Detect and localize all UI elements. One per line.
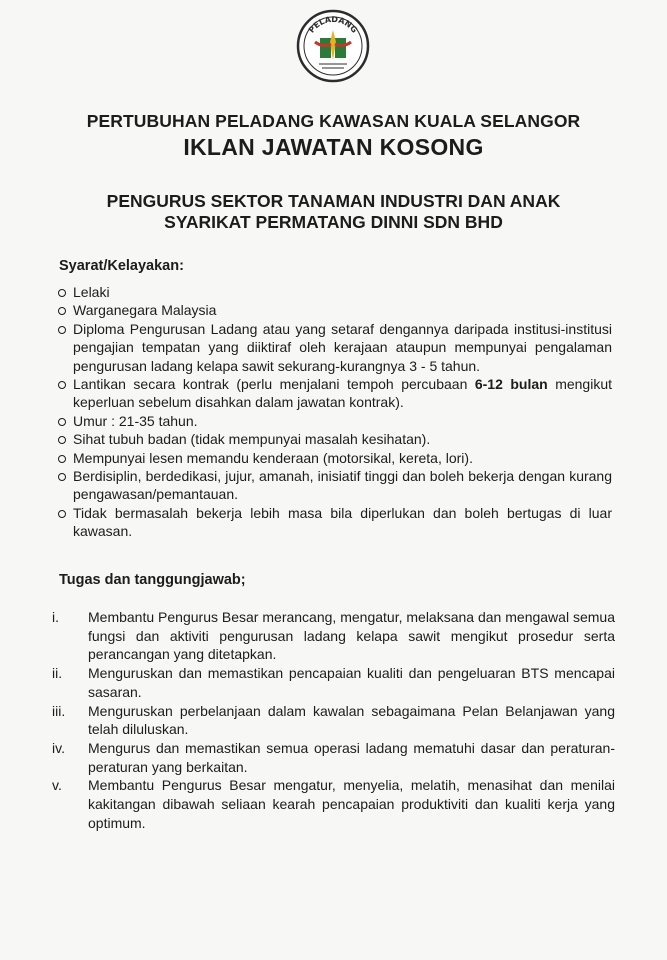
list-number: ii. (52, 665, 63, 682)
list-item-text: Membantu Pengurus Besar mengatur, menyelia, melatih, menasihat dan menilai kakitangan dibawah seliaan kearah pencapaian produktiviti dan kualiti kerja yang optimum. (88, 777, 615, 831)
duties-heading: Tugas dan tanggungjawab; (59, 572, 246, 588)
peladang-logo-icon (295, 8, 371, 84)
list-number: v. (52, 777, 62, 794)
bullet-icon (58, 455, 66, 463)
list-item-text: Lelaki (73, 284, 110, 300)
list-item (56, 412, 612, 430)
ad-title: IKLAN JAWATAN KOSONG (183, 134, 484, 160)
bullet-icon (58, 473, 66, 481)
list-number: iv. (52, 739, 65, 756)
list-item (56, 283, 612, 301)
list-item (52, 664, 615, 701)
list-item (52, 776, 615, 832)
duties-list (52, 608, 615, 832)
job-title (0, 191, 667, 233)
bullet-icon (58, 436, 66, 444)
list-item (56, 320, 612, 375)
list-item-text: Diploma Pengurusan Ladang atau yang setaraf dengannya daripada institusi-institusi pengajian tempatan yang diiktiraf oleh kerajaan ataupun mempunyai pengalaman pengurusan ladang kelapa sawit sekurang-kurangnya 3 - 5 tahun. (73, 320, 612, 374)
organization-title: PERTUBUHAN PELADANG KAWASAN KUALA SELANGOR (86, 111, 581, 131)
list-item-text: Menguruskan dan memastikan pencapaian kualiti dan pengeluaran BTS mencapai sasaran. (88, 665, 615, 700)
list-item-text: Sihat tubuh badan (tidak mempunyai masalah kesihatan). (73, 431, 431, 448)
list-item (56, 375, 612, 412)
bullet-icon (58, 307, 66, 315)
list-item (52, 702, 615, 739)
list-item-text: Menguruskan perbelanjaan dalam kawalan sebagaimana Pelan Belanjawan yang telah diluluskan. (88, 702, 615, 738)
job-title-line-1: PENGURUS SEKTOR TANAMAN INDUSTRI DAN ANAK (106, 191, 561, 211)
list-item (56, 301, 612, 319)
list-item (56, 430, 612, 448)
logo-text: PELADANG (306, 14, 360, 35)
requirements-heading: Syarat/Kelayakan: (59, 258, 184, 274)
probation-period: 6-12 bulan (474, 376, 548, 393)
list-item-text: Mengurus dan memastikan semua operasi ladang mematuhi dasar dan peraturan-peraturan yang berkaitan. (88, 739, 615, 775)
list-item-text: Umur : 21-35 tahun. (73, 412, 198, 429)
list-item (56, 449, 612, 467)
list-item-text: Mempunyai lesen memandu kenderaan (motorsikal, kereta, lori). (73, 449, 473, 466)
bullet-icon (58, 289, 66, 297)
list-item-text: Tidak bermasalah bekerja lebih masa bila diperlukan dan boleh bertugas di luar kawasan. (73, 504, 612, 540)
list-item (56, 467, 612, 504)
bullet-icon (58, 326, 66, 334)
list-item-text: Membantu Pengurus Besar merancang, mengatur, melaksana dan mengawal semua fungsi dan aktiviti pengurusan ladang kelapa sawit mengikut prosedur serta perancangan yang ditetapkan. (88, 609, 615, 663)
list-item (52, 608, 615, 664)
job-title-line-2: SYARIKAT PERMATANG DINNI SDN BHD (164, 212, 503, 232)
list-item-text: Lantikan secara kontrak (perlu menjalani tempoh percubaan (73, 376, 475, 393)
list-number: iii. (52, 702, 66, 719)
list-item-text: mengikut keperluan sebelum disahkan dalam jawatan kontrak). (73, 376, 612, 411)
bullet-icon (58, 418, 66, 426)
bullet-icon (58, 381, 66, 389)
list-number: i. (52, 609, 59, 625)
bullet-icon (58, 510, 66, 518)
list-item-text: Warganegara Malaysia (73, 302, 217, 319)
list-item-text: Berdisiplin, berdedikasi, jujur, amanah, inisiatif tinggi dan boleh bekerja dengan kurang pengawasan/pemantauan. (73, 468, 612, 503)
list-item (56, 504, 612, 541)
list-item (52, 739, 615, 776)
requirements-list (56, 283, 612, 541)
